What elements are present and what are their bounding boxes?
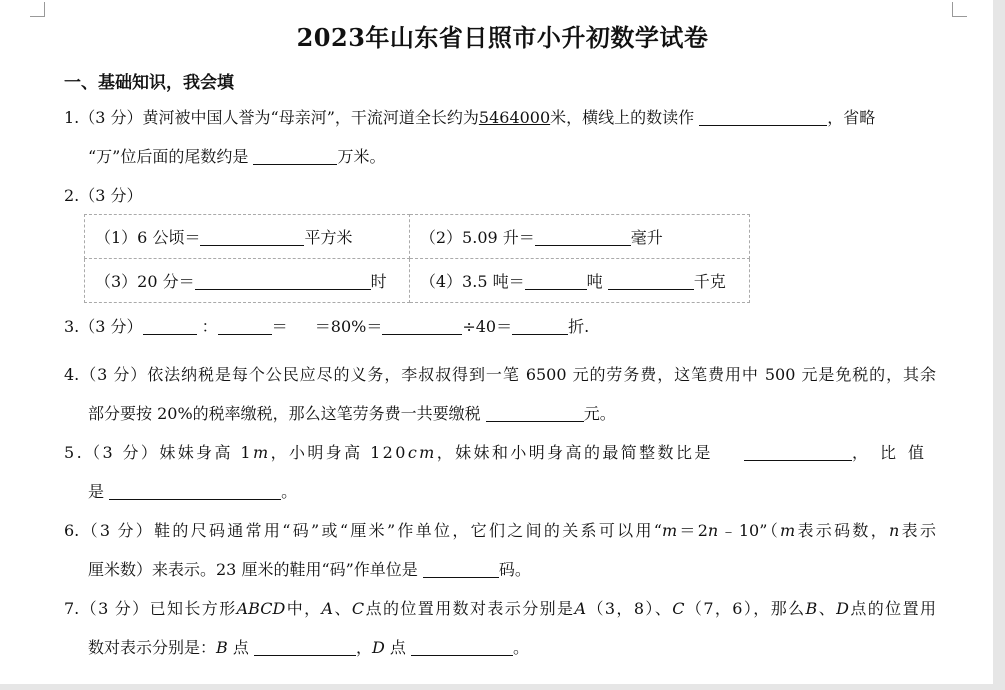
answer-blank[interactable] (525, 273, 587, 290)
answer-blank[interactable] (411, 639, 513, 656)
table-cell: （4）3.5 吨＝ 吨 千克 (409, 259, 749, 303)
answer-blank[interactable] (486, 405, 584, 422)
answer-blank[interactable] (744, 444, 852, 461)
answer-blank[interactable] (699, 109, 827, 126)
question-2-head: 2.（3 分） (64, 186, 143, 205)
question-4-line-1: 4.（3 分）依法纳税是每个公民应尽的义务，李叔叔得到一笔 6500 元的劳务费，这笔费用中 500 元是免税的，其余 (64, 365, 936, 384)
question-5-line-1: 5.（3 分）妹妹身高 1m，小明身高 120cm，妹妹和小明身高的最简整数比是 ，比值 (64, 443, 936, 462)
answer-blank[interactable] (253, 148, 337, 165)
question-5-line-2: 是 。 (88, 482, 298, 501)
question-7-line-2: 数对表示分别是：B 点 ，D 点 。 (88, 638, 530, 657)
section-heading: 一、基础知识，我会填 (64, 73, 234, 93)
question-4-line-2: 部分要按 20%的税率缴税，那么这笔劳务费一共要缴税 元。 (88, 404, 616, 423)
page-corner-mark (952, 2, 967, 17)
question-6-line-1: 6.（3 分）鞋的尺码通常用“码”或“厘米”作单位，它们之间的关系可以用“m＝2n﹣10”（m表示码数，n表示 (64, 521, 936, 540)
answer-blank[interactable] (195, 273, 371, 290)
answer-blank[interactable] (423, 561, 499, 578)
answer-blank[interactable] (608, 273, 694, 290)
table-cell: （1）6 公顷＝ 平方米 (85, 215, 410, 259)
question-3: 3.（3 分） ： ＝ ＝80%＝ ÷40＝ 折. (64, 317, 590, 336)
page-title: 2023年山东省日照市小升初数学试卷 (296, 23, 709, 52)
answer-blank[interactable] (382, 318, 462, 335)
answer-blank[interactable] (218, 318, 272, 335)
question-6-line-2: 厘米数）来表示。23 厘米的鞋用“码”作单位是 码。 (88, 560, 531, 579)
answer-blank[interactable] (512, 318, 568, 335)
conversion-table (84, 214, 750, 303)
answer-blank[interactable] (254, 639, 356, 656)
table-cell: （3）20 分＝ 时 (85, 259, 410, 303)
answer-blank[interactable] (109, 483, 281, 500)
table-cell: （2）5.09 升＝ 毫升 (409, 215, 749, 259)
question-1-line-2: “万”位后面的尾数约是 万米。 (88, 147, 386, 166)
viewer-right-edge (993, 0, 1005, 690)
answer-blank[interactable] (143, 318, 197, 335)
page-corner-mark (30, 2, 45, 17)
answer-blank[interactable] (200, 229, 304, 246)
question-1-line-1: 1.（3 分）黄河被中国人誉为“母亲河”，干流河道全长约为5464000米，横线上的数读作 ，省略 (64, 108, 876, 127)
answer-blank[interactable] (535, 229, 631, 246)
viewer-bottom-edge (0, 684, 1005, 690)
underlined-number: 5464000 (478, 108, 551, 127)
question-7-line-1: 7.（3 分）已知长方形ABCD中，A、C点的位置用数对表示分别是A（3，8）、C（7，6），那么B、D点的位置用 (64, 599, 936, 618)
